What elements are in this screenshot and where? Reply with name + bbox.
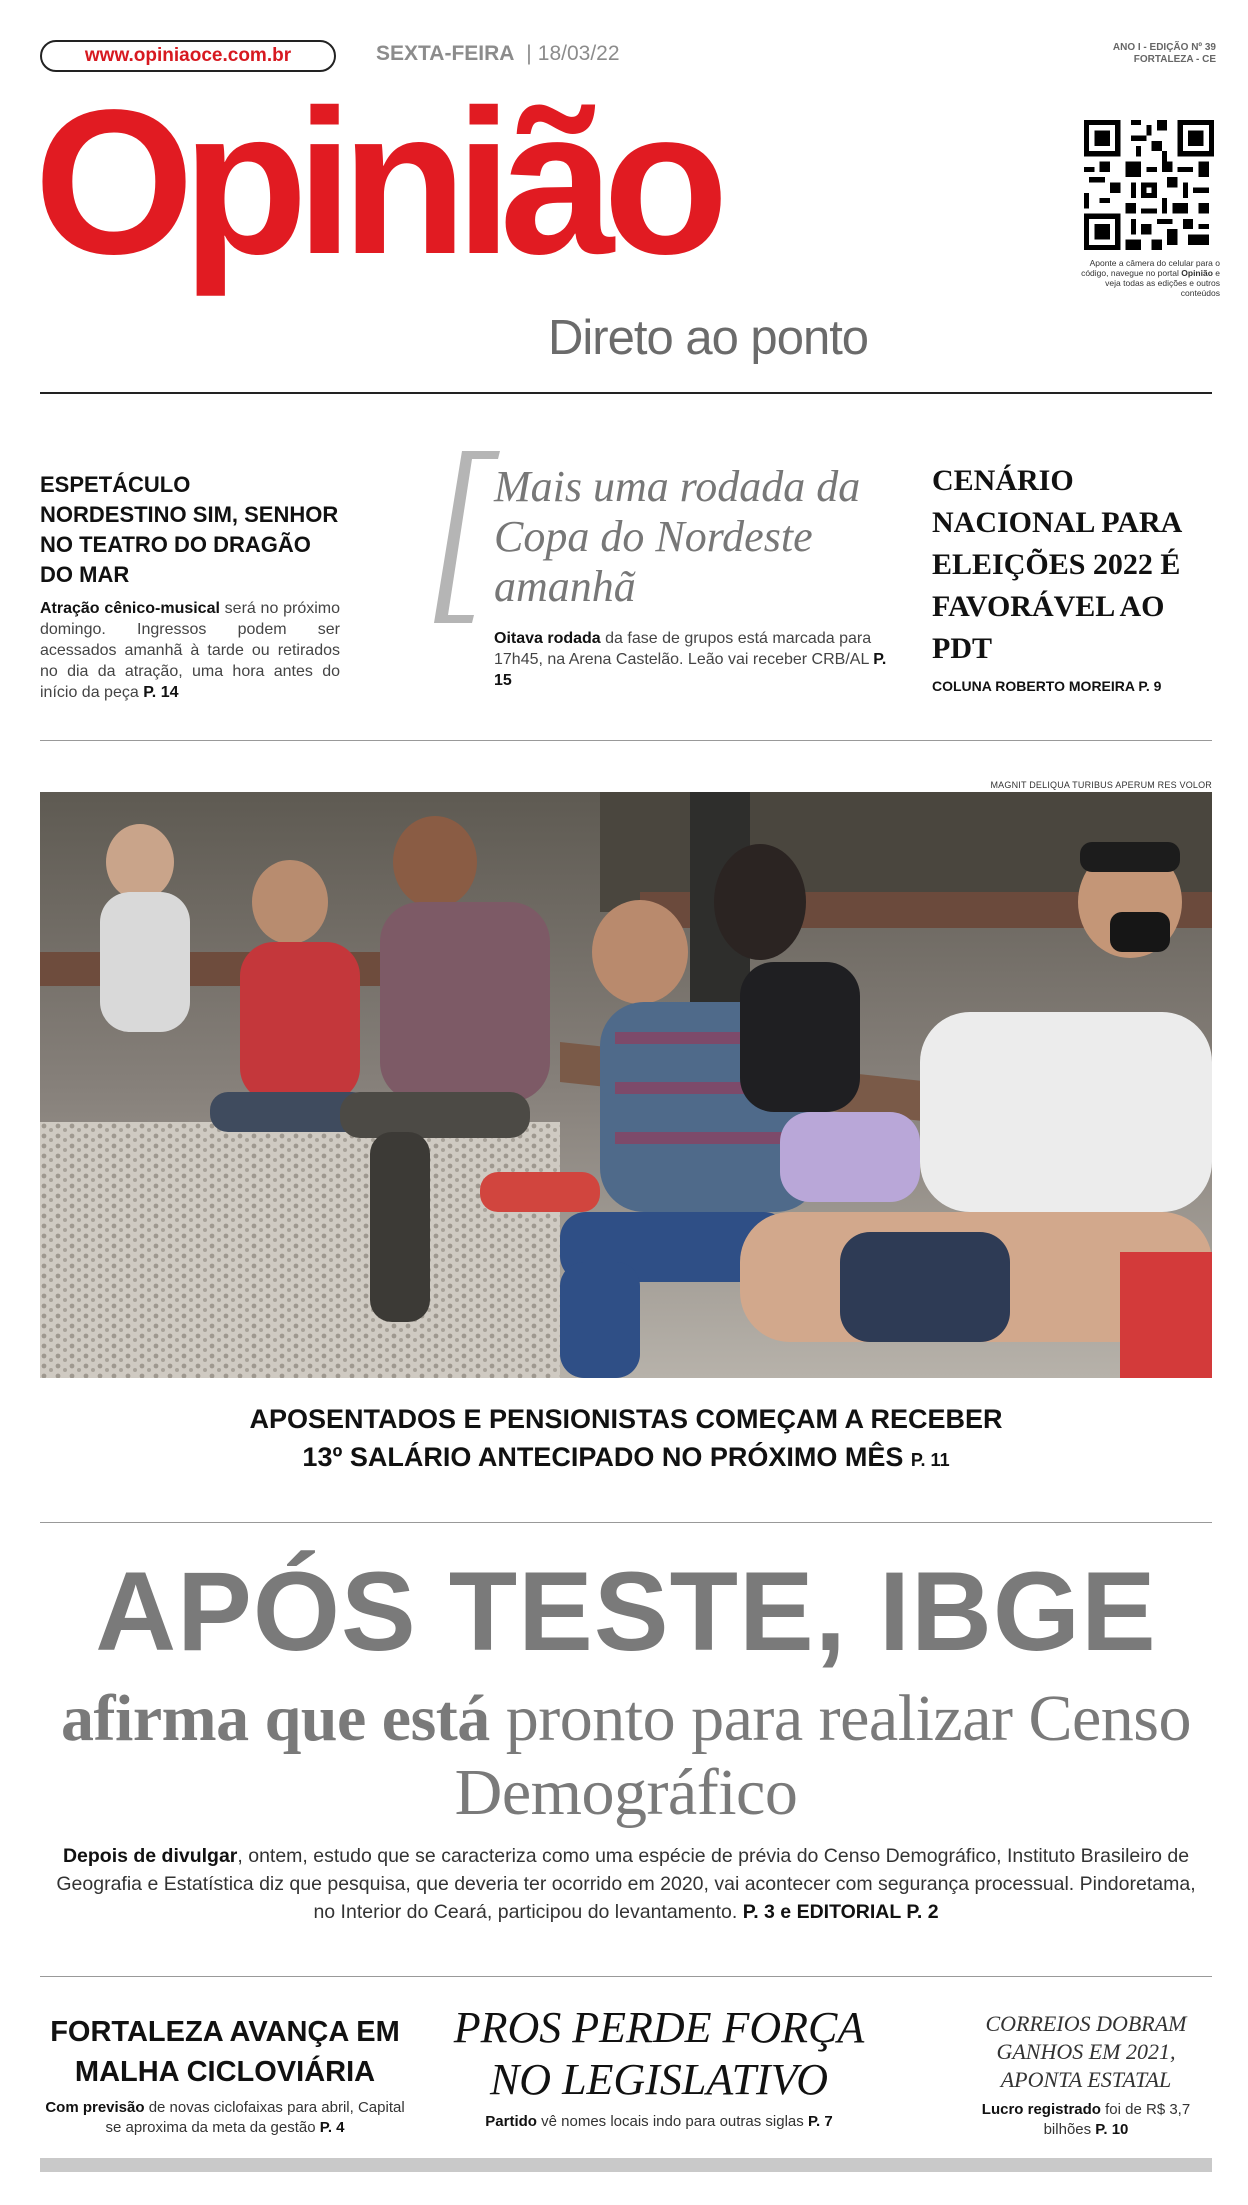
qr-caption-text-b: e veja todas as edições e outros conteúdos — [1105, 268, 1220, 298]
teaser-football-text: da fase de grupos está marcada para 17h45, na Arena Castelão. Leão vai receber CRB/AL — [494, 630, 874, 668]
teaser-correios-page: P. 10 — [1095, 2121, 1129, 2138]
teaser-football-title[interactable]: Mais uma rodada da Copa do Nordeste amanhã — [494, 462, 861, 611]
qr-code-icon[interactable] — [1084, 120, 1214, 250]
main-story-body — [48, 1842, 1204, 1926]
teaser-cycleways-body — [40, 2098, 410, 2138]
teaser-theatre-title[interactable]: ESPETÁCULO NORDESTINO SIM, SENHOR NO TEATRO DO DRAGÃO DO MAR — [40, 472, 339, 587]
teaser-cycleways-page: P. 4 — [319, 2119, 345, 2136]
photo-headline-line2-wrap — [40, 1438, 1212, 1479]
edition-number: ANO I - EDIÇÃO Nº 39 — [1112, 42, 1216, 53]
photo-headline[interactable] — [40, 1400, 1212, 1479]
teaser-football-page: P. 15 — [494, 651, 887, 689]
teaser-pros-page: P. 7 — [807, 2113, 833, 2130]
main-subheadline[interactable] — [40, 1682, 1212, 1830]
teaser-elections-column: COLUNA ROBERTO MOREIRA P. 9 — [932, 678, 1162, 694]
issue-date: 18/03/22 — [537, 42, 620, 65]
teaser-theatre-lead: Atração cênico-musical — [40, 600, 220, 617]
edition-info — [1056, 42, 1216, 66]
teaser-pros-lead: Partido — [485, 2113, 537, 2130]
teaser-theatre-text: será no próximo domingo. Ingressos podem ser acessados amanhã à tarde ou retirados no dia da atração, uma hora antes do início da peça — [40, 600, 341, 701]
teaser-elections-title[interactable]: CENÁRIO NACIONAL PARA ELEIÇÕES 2022 É FAVORÁVEL AO PDT — [932, 464, 1181, 665]
newspaper-logo[interactable]: Opinião — [34, 67, 717, 297]
teaser-correios-text: foi de R$ 3,7 bilhões — [1043, 2101, 1191, 2138]
main-sub-bold: afirma que está — [61, 1682, 490, 1755]
weekday: SEXTA-FEIRA — [376, 42, 515, 65]
main-story-lead: Depois de divulgar — [62, 1845, 238, 1867]
teaser-correios-title[interactable]: CORREIOS DOBRAM GANHOS EM 2021, APONTA ESTATAL — [985, 2011, 1187, 2092]
teaser-theatre[interactable] — [40, 470, 340, 703]
photo-headline-line1: APOSENTADOS E PENSIONISTAS COMEÇAM A RECEBER — [249, 1404, 1003, 1434]
teaser-cycleways-lead: Com previsão — [45, 2099, 145, 2116]
teaser-theatre-page: P. 14 — [143, 684, 179, 701]
main-headline[interactable]: APÓS TESTE, IBGE — [95, 1549, 1157, 1674]
teaser-correios-body — [960, 2100, 1212, 2140]
main-sub-rest: pronto para realizar Censo Demográfico — [454, 1682, 1191, 1829]
teasers-divider — [40, 740, 1212, 741]
main-story-text: , ontem, estudo que se caracteriza como uma espécie de prévia do Censo Demográfico, Instituto Brasileiro de Geografia e Estatística diz que pesquisa, que deveria ter ocorrido em 2020, vai acontecer com segurança processual. Pindoretama, no Interior do Ceará, participou do levantamento. — [56, 1845, 1196, 1923]
masthead-divider — [40, 392, 1212, 394]
website-url-link[interactable]: www.opiniaoce.com.br — [40, 40, 336, 72]
teaser-theatre-body — [40, 598, 340, 703]
photo-divider — [40, 1522, 1212, 1523]
date-line — [376, 42, 620, 66]
edition-city: FORTALEZA - CE — [1133, 54, 1216, 65]
footer-bar — [40, 2158, 1212, 2172]
teaser-football[interactable] — [494, 462, 894, 691]
teaser-football-body — [494, 628, 894, 691]
qr-caption-text-a: Aponte a câmera do celular para o código, navegue no portal — [1081, 258, 1220, 278]
retirees-photo[interactable] — [40, 792, 1212, 1378]
teaser-cycleways-title[interactable]: FORTALEZA AVANÇA EM MALHA CICLOVIÁRIA — [50, 2016, 400, 2088]
teaser-football-lead: Oitava rodada — [494, 630, 601, 647]
teaser-cycleways[interactable] — [40, 2012, 410, 2138]
date-separator: | — [526, 42, 532, 65]
main-divider — [40, 1976, 1212, 1977]
teaser-correios-lead: Lucro registrado — [981, 2101, 1101, 2118]
main-story-pages: P. 3 e EDITORIAL P. 2 — [742, 1901, 939, 1923]
teaser-correios[interactable] — [960, 2010, 1212, 2140]
photo-credit: MAGNIT DELIQUA TURIBUS APERUM RES VOLOR — [990, 780, 1212, 790]
teaser-pros-title[interactable]: PROS PERDE FORÇA NO LEGISLATIVO — [453, 2003, 865, 2104]
qr-caption-brand: Opinião — [1181, 268, 1213, 278]
photo-headline-page: P. 11 — [910, 1450, 950, 1470]
tagline: Direto ao ponto — [548, 311, 869, 365]
teaser-pros[interactable] — [444, 2002, 874, 2132]
teaser-pros-text: vê nomes locais indo para outras siglas — [536, 2113, 808, 2130]
teaser-elections[interactable] — [932, 460, 1222, 694]
photo-headline-line2: 13º SALÁRIO ANTECIPADO NO PRÓXIMO MÊS — [302, 1442, 904, 1472]
qr-caption — [1076, 258, 1220, 298]
teaser-pros-body — [444, 2112, 874, 2132]
teaser-cycleways-text: de novas ciclofaixas para abril, Capital se aproxima da meta da gestão — [105, 2099, 405, 2136]
